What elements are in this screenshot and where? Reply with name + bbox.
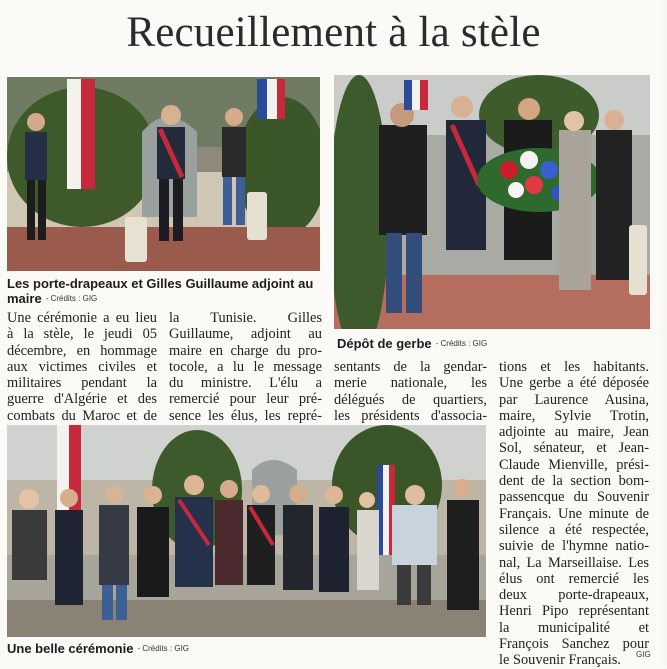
body-line: deux porte-drapeaux, bbox=[499, 587, 649, 604]
body-line: Une cérémonie a eu lieu bbox=[7, 310, 157, 326]
page-edge bbox=[659, 0, 667, 665]
body-line: silence a été respectée, bbox=[499, 521, 649, 538]
body-line: tions et les habitants. bbox=[499, 359, 649, 375]
photo-belle-ceremonie bbox=[7, 425, 486, 637]
body-line: adjointe au maire, Jean bbox=[499, 424, 649, 441]
credit-belle-ceremonie: - Crédits : GIG bbox=[137, 644, 190, 653]
body-line: aux victimes civiles et bbox=[7, 358, 157, 375]
body-line: Henri Pipo représentant bbox=[499, 603, 649, 620]
body-line: Claude Mienville, prési- bbox=[499, 456, 649, 473]
body-line: à la stèle, le jeudi 05 bbox=[7, 326, 157, 343]
caption-depot-gerbe: Dépôt de gerbe - Crédits : GIG bbox=[337, 336, 488, 351]
body-line: sentants de la gendar- bbox=[334, 359, 487, 375]
body-line: par Laurence Ausina, bbox=[499, 391, 649, 408]
body-column-3 bbox=[334, 359, 487, 424]
photo-porte-drapeaux bbox=[7, 77, 320, 271]
body-line: tocole, a lu le message bbox=[169, 358, 322, 375]
caption-belle-ceremonie: Une belle cérémonie - Crédits : GIG bbox=[7, 641, 190, 656]
body-line: les présidents d'associa- bbox=[334, 407, 487, 424]
caption-porte-drapeaux: Les porte-drapeaux et Gilles Guillaume adjoint au maire - Crédits : GIG bbox=[7, 276, 314, 306]
body-line: le Souvenir Français. bbox=[499, 652, 621, 669]
body-line: dent de la section bom- bbox=[499, 473, 649, 490]
body-line: nal, La Marseillaise. Les bbox=[499, 554, 649, 571]
body-column-1 bbox=[7, 310, 157, 424]
credit-porte-drapeaux: - Crédits : GIG bbox=[45, 294, 98, 303]
body-line: maire en charge du pro- bbox=[169, 342, 322, 359]
body-line: François Sanchez pour bbox=[499, 636, 649, 653]
body-line: merie nationale, les bbox=[334, 375, 487, 392]
body-line: élus ont remercié les bbox=[499, 570, 649, 587]
article-headline: Recueillement à la stèle bbox=[126, 9, 541, 56]
body-line: du ministre. L'élu a bbox=[169, 375, 322, 392]
body-line: la municipalité et bbox=[499, 619, 649, 636]
body-line: militaires pendant la bbox=[7, 375, 157, 392]
signature: GIG bbox=[636, 650, 651, 659]
body-line: maire, Sylvie Trotin, bbox=[499, 407, 649, 424]
body-line: Guillaume, adjoint au bbox=[169, 326, 322, 343]
body-line: remercié pour leur pré- bbox=[169, 391, 322, 408]
body-column-4 bbox=[499, 359, 649, 669]
body-line: décembre, en hommage bbox=[7, 342, 157, 359]
body-line: délégués de quartiers, bbox=[334, 391, 487, 408]
body-line: Français. Une minute de bbox=[499, 505, 649, 522]
photo-depot-gerbe bbox=[334, 75, 650, 329]
body-line: Une gerbe a été déposée bbox=[499, 375, 649, 392]
body-column-2 bbox=[169, 310, 322, 424]
body-line: suivie de l'hymne natio- bbox=[499, 538, 649, 555]
body-line: passencque du Souvenir bbox=[499, 489, 649, 506]
body-line: combats du Maroc et de bbox=[7, 407, 157, 424]
body-line: la Tunisie. Gilles bbox=[169, 310, 322, 326]
body-line: guerre d'Algérie et des bbox=[7, 391, 157, 408]
body-line: Sol, sénateur, et Jean- bbox=[499, 440, 649, 457]
body-line: sence les élus, les repré- bbox=[169, 407, 322, 424]
credit-depot-gerbe: - Crédits : GIG bbox=[435, 339, 488, 348]
